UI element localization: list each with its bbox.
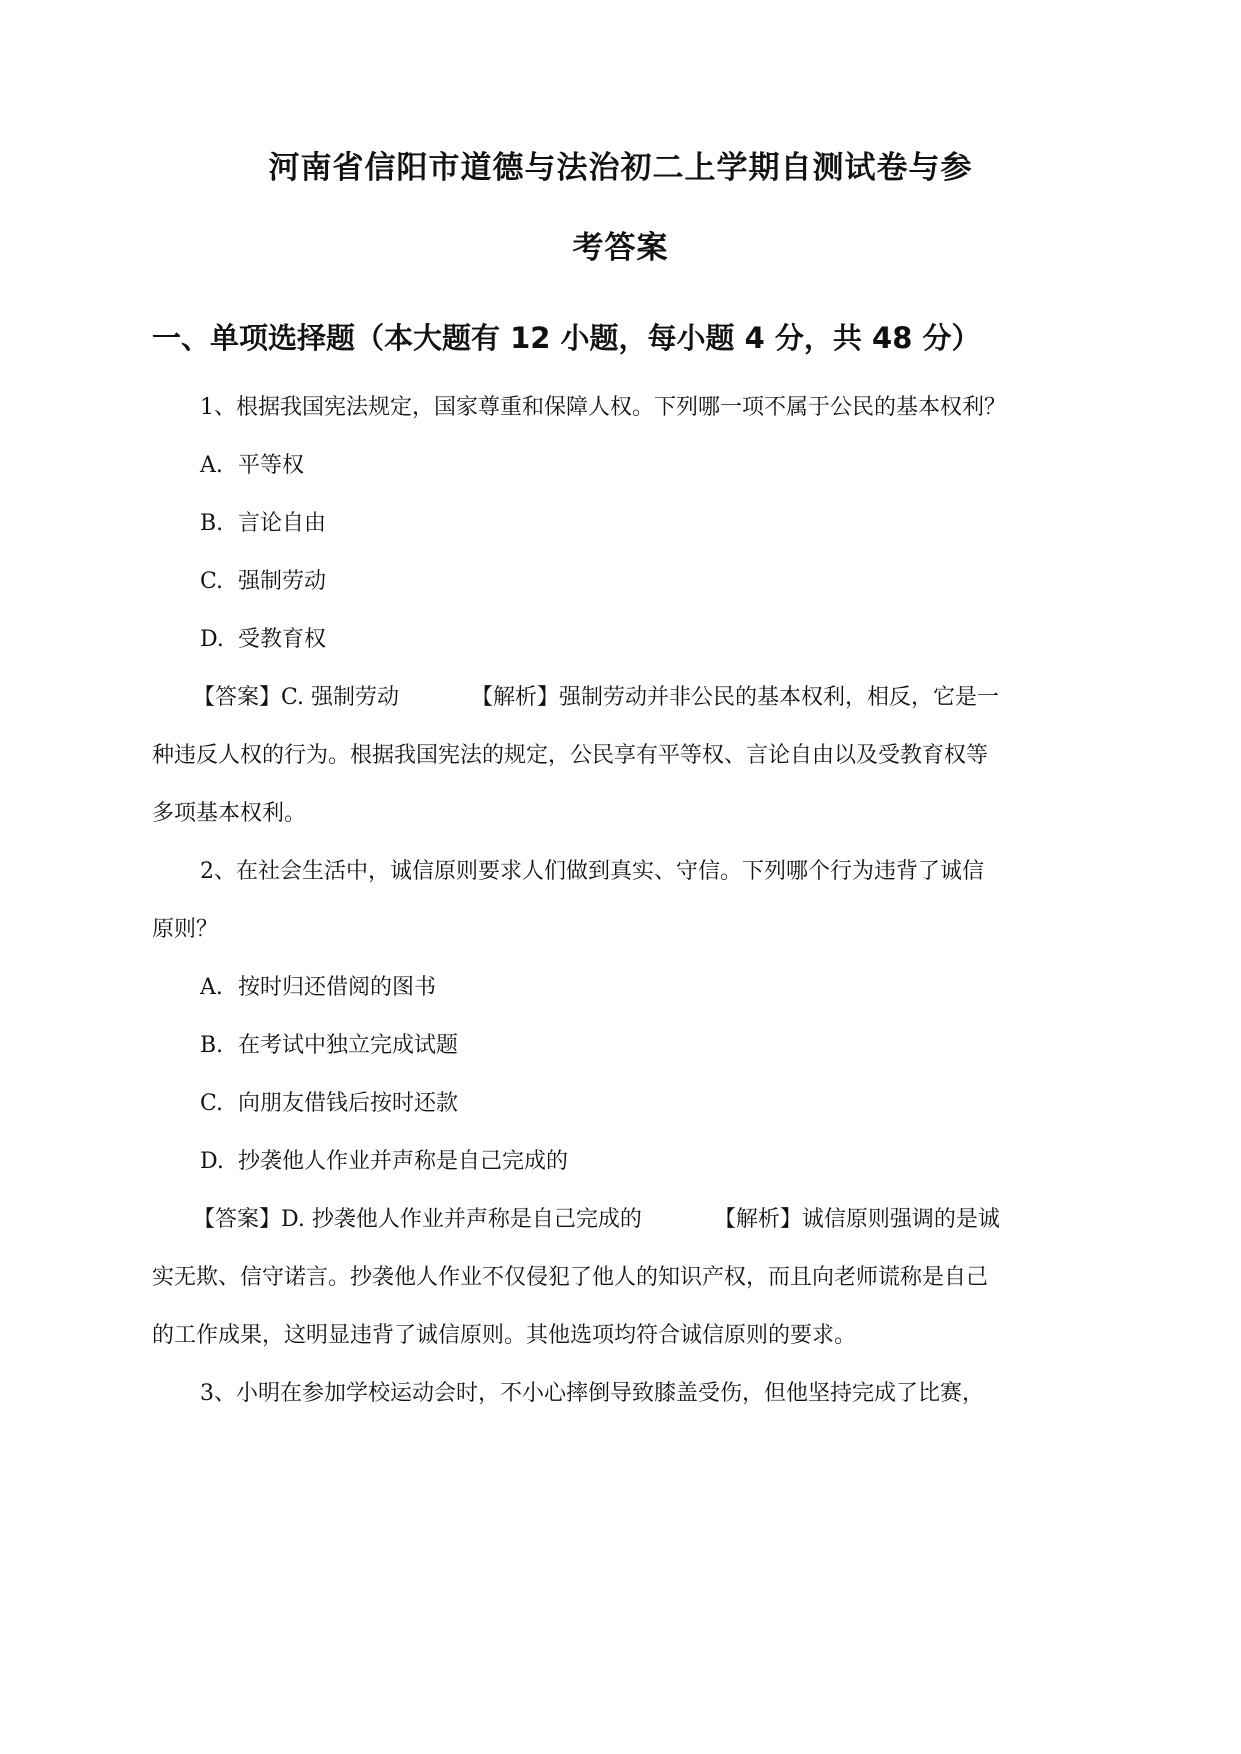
question-1-option-a xyxy=(200,451,304,481)
option-letter: A. xyxy=(200,453,223,478)
question-1-option-b xyxy=(200,509,326,539)
question-2-analysis-start: 【解析】诚信原则强调的是诚 xyxy=(713,1207,1000,1232)
question-2-analysis-line-2: 实无欺、信守诺言。抄袭他人作业不仅侵犯了他人的知识产权，而且向老师谎称是自己 xyxy=(152,1265,989,1290)
question-2-answer: 【答案】D. 抄袭他人作业并声称是自己完成的 xyxy=(193,1207,642,1232)
question-1-analysis-line-3: 多项基本权利。 xyxy=(152,801,307,826)
option-letter: B. xyxy=(200,511,224,536)
question-1-option-c xyxy=(200,567,326,597)
question-1-analysis-line-2: 种违反人权的行为。根据我国宪法的规定，公民享有平等权、言论自由以及受教育权等 xyxy=(152,743,989,768)
option-text: 按时归还借阅的图书 xyxy=(238,975,437,1000)
question-1-answer-line xyxy=(193,683,999,713)
option-letter: C. xyxy=(200,569,224,594)
option-letter: D. xyxy=(200,1149,224,1174)
option-text: 在考试中独立完成试题 xyxy=(238,1033,459,1058)
option-text: 强制劳动 xyxy=(238,569,327,594)
option-letter: C. xyxy=(200,1091,224,1116)
question-2-option-b xyxy=(200,1031,458,1061)
option-text: 平等权 xyxy=(238,453,305,478)
question-3-stem: 3、小明在参加学校运动会时，不小心摔倒导致膝盖受伤，但他坚持完成了比赛， xyxy=(200,1381,984,1406)
option-letter: D. xyxy=(200,627,224,652)
option-text: 向朋友借钱后按时还款 xyxy=(238,1091,459,1116)
option-text: 抄袭他人作业并声称是自己完成的 xyxy=(238,1149,569,1174)
question-2-option-a xyxy=(200,973,436,1003)
question-2-option-c xyxy=(200,1089,458,1119)
option-text: 言论自由 xyxy=(238,511,327,536)
question-2-stem-line-2: 原则？ xyxy=(152,917,219,942)
option-letter: B. xyxy=(200,1033,224,1058)
question-1-answer: 【答案】C. 强制劳动 xyxy=(193,685,400,710)
question-1-option-d xyxy=(200,625,326,655)
question-2-stem-line-1: 2、在社会生活中，诚信原则要求人们做到真实、守信。下列哪个行为违背了诚信 xyxy=(200,859,984,884)
document-title-line-1: 河南省信阳市道德与法治初二上学期自测试卷与参 xyxy=(268,150,973,186)
question-2-answer-line xyxy=(193,1205,1000,1235)
question-1-stem: 1、根据我国宪法规定，国家尊重和保障人权。下列哪一项不属于公民的基本权利？ xyxy=(200,395,1006,420)
question-2-analysis-line-3: 的工作成果，这明显违背了诚信原则。其他选项均符合诚信原则的要求。 xyxy=(152,1323,857,1348)
section-heading: 一、单项选择题（本大题有 12 小题，每小题 4 分，共 48 分） xyxy=(152,321,981,355)
question-1-analysis-start: 【解析】强制劳动并非公民的基本权利，相反，它是一 xyxy=(471,685,1000,710)
option-text: 受教育权 xyxy=(238,627,327,652)
question-2-option-d xyxy=(200,1147,568,1177)
document-title-line-2: 考答案 xyxy=(572,230,669,266)
option-letter: A. xyxy=(200,975,223,1000)
